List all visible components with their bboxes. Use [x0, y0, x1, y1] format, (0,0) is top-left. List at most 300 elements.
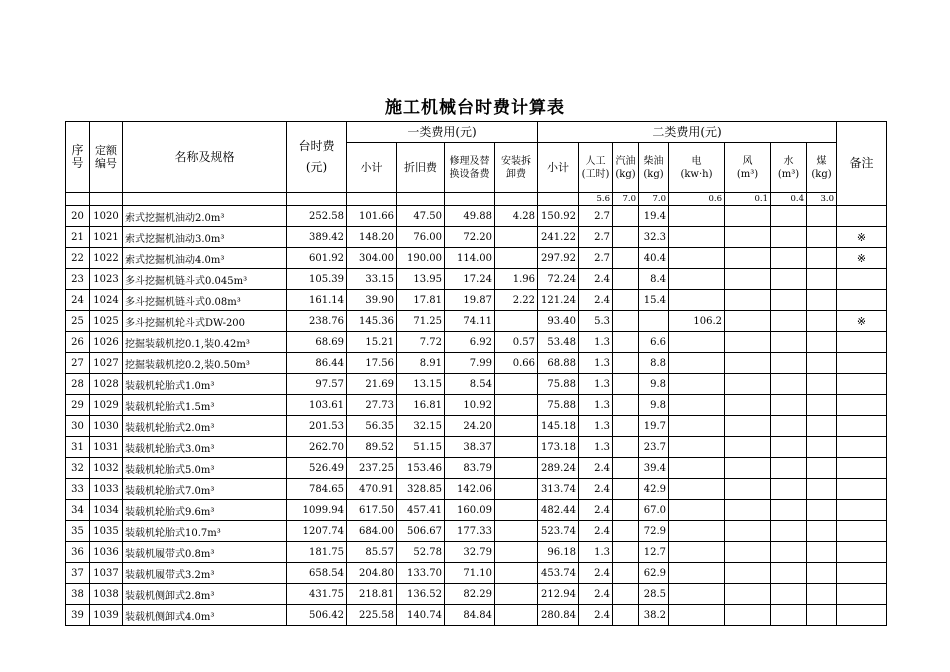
header-labor: [579, 143, 613, 193]
cell-gasoline: [613, 542, 639, 563]
cell-depreciation: 133.70: [397, 563, 445, 584]
table-row: [66, 563, 887, 584]
cell-water: [771, 563, 807, 584]
cell-subtotal: 27.73: [347, 395, 397, 416]
cell-diesel: 72.9: [639, 521, 669, 542]
cell-subtotal2: 173.18: [538, 437, 579, 458]
cell-depreciation: 7.72: [397, 332, 445, 353]
cell-gasoline: [613, 605, 639, 626]
cell-electricity: [669, 353, 725, 374]
table-row: [66, 542, 887, 563]
cell-wind: [725, 584, 771, 605]
cell-labor: 1.3: [579, 416, 613, 437]
cell-repair: 114.00: [445, 248, 495, 269]
cell-install: [495, 227, 538, 248]
header-gasoline-label: 汽油: [615, 155, 636, 167]
cell-install: [495, 248, 538, 269]
cell-repair: 177.33: [445, 521, 495, 542]
cell-seq: 34: [66, 500, 90, 521]
cell-repair: 32.79: [445, 542, 495, 563]
cell-install: [495, 416, 538, 437]
table-row: [66, 206, 887, 227]
cell-coal: [807, 416, 837, 437]
price-wind: 0.1: [725, 193, 771, 206]
cell-gasoline: [613, 458, 639, 479]
price-water: 0.4: [771, 193, 807, 206]
cell-gasoline: [613, 374, 639, 395]
cell-remark: [837, 605, 887, 626]
table-row: [66, 353, 887, 374]
cell-labor: 2.4: [579, 479, 613, 500]
cell-depreciation: 506.67: [397, 521, 445, 542]
header-hourly: [287, 122, 347, 193]
cell-code: 1037: [90, 563, 123, 584]
cell-repair: 8.54: [445, 374, 495, 395]
cell-repair: 142.06: [445, 479, 495, 500]
cell-gasoline: [613, 479, 639, 500]
cell-install: [495, 437, 538, 458]
cell-depreciation: 52.78: [397, 542, 445, 563]
cell-remark: [837, 479, 887, 500]
cell-gasoline: [613, 500, 639, 521]
cell-subtotal2: 93.40: [538, 311, 579, 332]
cell-depreciation: 8.91: [397, 353, 445, 374]
table-body: [66, 206, 887, 626]
cell-install: 2.22: [495, 290, 538, 311]
cell-coal: [807, 584, 837, 605]
cell-water: [771, 332, 807, 353]
cell-labor: 1.3: [579, 542, 613, 563]
cell-labor: 2.7: [579, 227, 613, 248]
cell-remark: ※: [837, 311, 887, 332]
cell-code: 1026: [90, 332, 123, 353]
cell-repair: 19.87: [445, 290, 495, 311]
cell-electricity: [669, 248, 725, 269]
cell-gasoline: [613, 563, 639, 584]
header-subtotal2: 小计: [538, 143, 579, 193]
cell-install: [495, 395, 538, 416]
cell-code: 1039: [90, 605, 123, 626]
cell-wind: [725, 563, 771, 584]
cell-diesel: 62.9: [639, 563, 669, 584]
cell-name: 多斗挖掘机链斗式0.08m³: [123, 290, 287, 311]
cell-labor: 1.3: [579, 437, 613, 458]
cell-seq: 37: [66, 563, 90, 584]
cell-water: [771, 395, 807, 416]
cell-labor: 2.4: [579, 458, 613, 479]
cell-coal: [807, 311, 837, 332]
cell-subtotal2: 280.84: [538, 605, 579, 626]
cell-electricity: [669, 542, 725, 563]
cell-name: 索式挖掘机油动4.0m³: [123, 248, 287, 269]
cell-seq: 31: [66, 437, 90, 458]
table-row: [66, 500, 887, 521]
cell-subtotal2: 297.92: [538, 248, 579, 269]
cell-diesel: 12.7: [639, 542, 669, 563]
cell-gasoline: [613, 437, 639, 458]
cell-water: [771, 521, 807, 542]
header-class1: 一类费用(元): [347, 122, 538, 143]
cell-subtotal: 33.15: [347, 269, 397, 290]
header-remark: 备注: [837, 122, 887, 206]
cell-repair: 17.24: [445, 269, 495, 290]
cell-remark: [837, 374, 887, 395]
cell-subtotal: 218.81: [347, 584, 397, 605]
cell-hourly: 181.75: [287, 542, 347, 563]
cell-name: 装载机轮胎式10.7m³: [123, 521, 287, 542]
cell-subtotal: 56.35: [347, 416, 397, 437]
cell-gasoline: [613, 248, 639, 269]
cell-diesel: 23.7: [639, 437, 669, 458]
cell-name: 索式挖掘机油动2.0m³: [123, 206, 287, 227]
cell-repair: 38.37: [445, 437, 495, 458]
header-electricity-unit: (kw·h): [680, 168, 713, 180]
cell-subtotal: 304.00: [347, 248, 397, 269]
cell-coal: [807, 332, 837, 353]
cell-depreciation: 328.85: [397, 479, 445, 500]
cell-depreciation: 13.15: [397, 374, 445, 395]
cell-code: 1034: [90, 500, 123, 521]
cell-depreciation: 190.00: [397, 248, 445, 269]
cell-water: [771, 353, 807, 374]
cell-coal: [807, 374, 837, 395]
cell-labor: 2.4: [579, 521, 613, 542]
price-gasoline: 7.0: [613, 193, 639, 206]
header-seq: 序号: [66, 122, 90, 193]
cell-subtotal2: 289.24: [538, 458, 579, 479]
header-hourly-label: 台时费: [298, 139, 335, 153]
cell-repair: 6.92: [445, 332, 495, 353]
table-row: [66, 458, 887, 479]
cell-subtotal: 204.80: [347, 563, 397, 584]
header-diesel: [639, 143, 669, 193]
cell-subtotal: 17.56: [347, 353, 397, 374]
cell-seq: 25: [66, 311, 90, 332]
cell-install: [495, 500, 538, 521]
cell-electricity: [669, 395, 725, 416]
cell-diesel: 6.6: [639, 332, 669, 353]
cell-seq: 29: [66, 395, 90, 416]
cell-hourly: 252.58: [287, 206, 347, 227]
cell-water: [771, 500, 807, 521]
cell-remark: [837, 416, 887, 437]
cell-seq: 32: [66, 458, 90, 479]
cell-remark: [837, 563, 887, 584]
header-water-label: 水: [783, 155, 794, 167]
cell-water: [771, 605, 807, 626]
cell-labor: 2.4: [579, 605, 613, 626]
cell-depreciation: 51.15: [397, 437, 445, 458]
cell-water: [771, 290, 807, 311]
cell-name: 装载机轮胎式7.0m³: [123, 479, 287, 500]
header-install: 安装拆卸费: [495, 143, 538, 193]
cell-electricity: [669, 269, 725, 290]
cell-electricity: [669, 584, 725, 605]
cell-depreciation: 13.95: [397, 269, 445, 290]
header-coal-unit: (kg): [811, 168, 832, 180]
table-row: [66, 227, 887, 248]
cell-gasoline: [613, 521, 639, 542]
cell-wind: [725, 542, 771, 563]
cell-labor: 2.4: [579, 290, 613, 311]
cell-name: 装载机履带式3.2m³: [123, 563, 287, 584]
cell-depreciation: 71.25: [397, 311, 445, 332]
cell-name: 挖掘装载机挖0.1,装0.42m³: [123, 332, 287, 353]
cell-code: 1022: [90, 248, 123, 269]
cell-hourly: 1099.94: [287, 500, 347, 521]
cell-subtotal2: 53.48: [538, 332, 579, 353]
cell-remark: [837, 458, 887, 479]
cell-seq: 26: [66, 332, 90, 353]
cell-coal: [807, 206, 837, 227]
cell-labor: 2.7: [579, 206, 613, 227]
cell-diesel: 19.7: [639, 416, 669, 437]
cell-labor: 1.3: [579, 395, 613, 416]
cell-repair: 24.20: [445, 416, 495, 437]
cell-water: [771, 437, 807, 458]
cell-electricity: [669, 290, 725, 311]
cell-code: 1029: [90, 395, 123, 416]
cell-repair: 82.29: [445, 584, 495, 605]
cell-install: [495, 458, 538, 479]
cell-wind: [725, 458, 771, 479]
cell-subtotal: 470.91: [347, 479, 397, 500]
cell-coal: [807, 227, 837, 248]
cell-seq: 38: [66, 584, 90, 605]
cell-subtotal: 85.57: [347, 542, 397, 563]
cell-remark: ※: [837, 227, 887, 248]
cell-code: 1031: [90, 437, 123, 458]
cell-coal: [807, 521, 837, 542]
cell-wind: [725, 416, 771, 437]
cell-install: 4.28: [495, 206, 538, 227]
cell-seq: 36: [66, 542, 90, 563]
cell-water: [771, 311, 807, 332]
header-depreciation: 折旧费: [397, 143, 445, 193]
header-name: 名称及规格: [123, 122, 287, 193]
price-diesel: 7.0: [639, 193, 669, 206]
cell-gasoline: [613, 353, 639, 374]
cell-electricity: [669, 500, 725, 521]
cell-hourly: 86.44: [287, 353, 347, 374]
cell-install: 0.57: [495, 332, 538, 353]
cell-electricity: [669, 206, 725, 227]
cell-water: [771, 248, 807, 269]
cell-remark: [837, 290, 887, 311]
cell-install: [495, 605, 538, 626]
header-diesel-label: 柴油: [643, 155, 664, 167]
cell-remark: [837, 437, 887, 458]
cell-code: 1024: [90, 290, 123, 311]
price-labor: 5.6: [579, 193, 613, 206]
cell-code: 1036: [90, 542, 123, 563]
cell-subtotal2: 313.74: [538, 479, 579, 500]
header-wind-unit: (m³): [736, 168, 759, 180]
cell-labor: 5.3: [579, 311, 613, 332]
cell-gasoline: [613, 290, 639, 311]
table-row: [66, 584, 887, 605]
cell-seq: 28: [66, 374, 90, 395]
table-row: [66, 248, 887, 269]
cell-coal: [807, 605, 837, 626]
cell-gasoline: [613, 227, 639, 248]
cell-repair: 49.88: [445, 206, 495, 227]
cell-labor: 2.4: [579, 584, 613, 605]
cell-code: 1021: [90, 227, 123, 248]
cell-wind: [725, 374, 771, 395]
cell-name: 装载机轮胎式9.6m³: [123, 500, 287, 521]
cell-hourly: 105.39: [287, 269, 347, 290]
cell-wind: [725, 479, 771, 500]
header-water-unit: (m³): [777, 168, 800, 180]
cell-labor: 1.3: [579, 332, 613, 353]
cell-coal: [807, 542, 837, 563]
cell-subtotal: 225.58: [347, 605, 397, 626]
table-row: [66, 290, 887, 311]
cell-gasoline: [613, 584, 639, 605]
cell-hourly: 1207.74: [287, 521, 347, 542]
cell-wind: [725, 290, 771, 311]
cell-wind: [725, 437, 771, 458]
cell-electricity: [669, 374, 725, 395]
cell-diesel: 9.8: [639, 395, 669, 416]
cell-remark: [837, 206, 887, 227]
cell-wind: [725, 206, 771, 227]
page-title: 施工机械台时费计算表: [385, 98, 565, 118]
cell-name: 装载机侧卸式2.8m³: [123, 584, 287, 605]
cell-seq: 39: [66, 605, 90, 626]
cell-labor: 1.3: [579, 374, 613, 395]
cell-subtotal2: 68.88: [538, 353, 579, 374]
cell-depreciation: 17.81: [397, 290, 445, 311]
cell-install: [495, 374, 538, 395]
cell-water: [771, 416, 807, 437]
cell-seq: 35: [66, 521, 90, 542]
cell-subtotal: 145.36: [347, 311, 397, 332]
cell-electricity: [669, 521, 725, 542]
cell-hourly: 238.76: [287, 311, 347, 332]
cell-subtotal2: 145.18: [538, 416, 579, 437]
cell-seq: 21: [66, 227, 90, 248]
cell-name: 装载机轮胎式1.5m³: [123, 395, 287, 416]
cell-code: 1028: [90, 374, 123, 395]
cell-water: [771, 458, 807, 479]
cell-subtotal2: 150.92: [538, 206, 579, 227]
cell-water: [771, 374, 807, 395]
cell-hourly: 201.53: [287, 416, 347, 437]
cell-seq: 22: [66, 248, 90, 269]
cell-labor: 2.4: [579, 500, 613, 521]
cell-water: [771, 227, 807, 248]
table-row: [66, 437, 887, 458]
cell-remark: [837, 332, 887, 353]
cell-wind: [725, 311, 771, 332]
cell-remark: [837, 395, 887, 416]
cell-wind: [725, 248, 771, 269]
header-wind-label: 风: [742, 155, 753, 167]
cell-repair: 74.11: [445, 311, 495, 332]
cell-subtotal2: 75.88: [538, 374, 579, 395]
cell-coal: [807, 290, 837, 311]
cell-diesel: 8.4: [639, 269, 669, 290]
cell-hourly: 389.42: [287, 227, 347, 248]
cell-subtotal: 237.25: [347, 458, 397, 479]
cell-hourly: 784.65: [287, 479, 347, 500]
header-electricity-label: 电: [691, 155, 702, 167]
cell-subtotal: 39.90: [347, 290, 397, 311]
cell-repair: 84.84: [445, 605, 495, 626]
price-coal: 3.0: [807, 193, 837, 206]
cell-coal: [807, 395, 837, 416]
cell-subtotal: 89.52: [347, 437, 397, 458]
cell-coal: [807, 563, 837, 584]
table-row: [66, 416, 887, 437]
cell-depreciation: 16.81: [397, 395, 445, 416]
cell-gasoline: [613, 416, 639, 437]
cell-repair: 160.09: [445, 500, 495, 521]
cell-coal: [807, 248, 837, 269]
cell-install: 1.96: [495, 269, 538, 290]
cell-hourly: 97.57: [287, 374, 347, 395]
cell-install: 0.66: [495, 353, 538, 374]
cell-wind: [725, 332, 771, 353]
cell-electricity: [669, 458, 725, 479]
cell-gasoline: [613, 269, 639, 290]
table-row: [66, 311, 887, 332]
cell-code: 1035: [90, 521, 123, 542]
table-row: [66, 479, 887, 500]
cell-depreciation: 457.41: [397, 500, 445, 521]
header-gasoline: [613, 143, 639, 193]
cell-install: [495, 521, 538, 542]
table-row: [66, 521, 887, 542]
cell-diesel: 15.4: [639, 290, 669, 311]
cell-seq: 20: [66, 206, 90, 227]
table-row: [66, 605, 887, 626]
cell-subtotal: 15.21: [347, 332, 397, 353]
header-gasoline-unit: (kg): [615, 168, 636, 180]
cell-code: 1030: [90, 416, 123, 437]
cell-labor: 1.3: [579, 353, 613, 374]
cell-hourly: 526.49: [287, 458, 347, 479]
header-wind: [725, 143, 771, 193]
header-repair: 修理及替换设备费: [445, 143, 495, 193]
price-electricity: 0.6: [669, 193, 725, 206]
cell-install: [495, 542, 538, 563]
header-water: [771, 143, 807, 193]
cell-subtotal2: 212.94: [538, 584, 579, 605]
cell-depreciation: 76.00: [397, 227, 445, 248]
cell-subtotal2: 482.44: [538, 500, 579, 521]
cell-gasoline: [613, 332, 639, 353]
cell-gasoline: [613, 395, 639, 416]
cell-name: 装载机履带式0.8m³: [123, 542, 287, 563]
cell-wind: [725, 395, 771, 416]
cell-install: [495, 479, 538, 500]
cell-coal: [807, 458, 837, 479]
cell-wind: [725, 500, 771, 521]
cell-electricity: [669, 416, 725, 437]
cell-electricity: [669, 479, 725, 500]
cell-code: 1020: [90, 206, 123, 227]
table-row: [66, 374, 887, 395]
cell-diesel: [639, 311, 669, 332]
cell-repair: 71.10: [445, 563, 495, 584]
cell-remark: [837, 269, 887, 290]
cell-electricity: 106.2: [669, 311, 725, 332]
cell-seq: 30: [66, 416, 90, 437]
cell-hourly: 601.92: [287, 248, 347, 269]
